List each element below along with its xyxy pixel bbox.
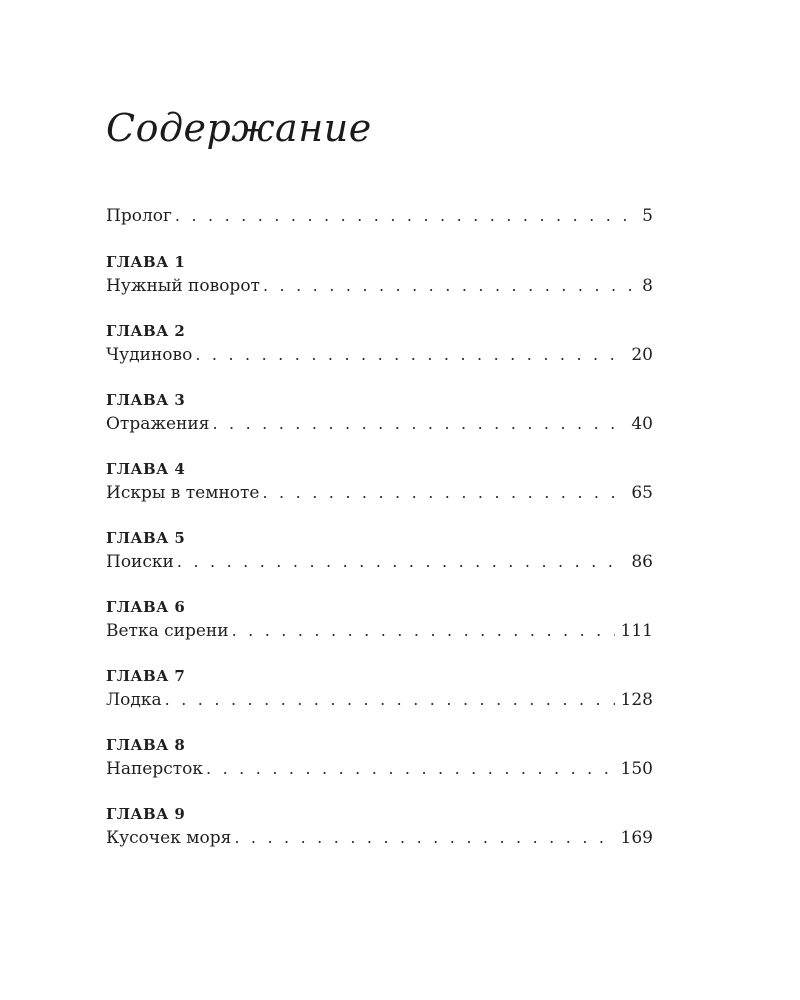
toc-page bbox=[106, 0, 653, 1000]
dot-leader bbox=[177, 550, 625, 574]
entry-title: Нужный поворот bbox=[106, 276, 260, 296]
toc-entry-chapter-1 bbox=[106, 250, 653, 319]
table-of-contents bbox=[106, 204, 653, 871]
page-number: 40 bbox=[631, 414, 653, 434]
toc-entry-prologue bbox=[106, 204, 653, 250]
chapter-label: ГЛАВА 8 bbox=[106, 736, 186, 754]
dot-leader bbox=[175, 204, 636, 228]
chapter-label: ГЛАВА 1 bbox=[106, 253, 186, 271]
toc-link-chapter-3[interactable] bbox=[106, 412, 653, 436]
toc-link-chapter-1[interactable] bbox=[106, 274, 653, 298]
toc-entry-chapter-3 bbox=[106, 388, 653, 457]
entry-title: Поиски bbox=[106, 552, 174, 572]
dot-leader bbox=[165, 688, 615, 712]
chapter-label: ГЛАВА 2 bbox=[106, 322, 186, 340]
entry-title: Искры в темноте bbox=[106, 483, 260, 503]
toc-entry-chapter-7 bbox=[106, 664, 653, 733]
chapter-label: ГЛАВА 3 bbox=[106, 391, 186, 409]
toc-link-chapter-8[interactable] bbox=[106, 757, 653, 781]
toc-entry-chapter-6 bbox=[106, 595, 653, 664]
page-number: 86 bbox=[631, 552, 653, 572]
toc-link-chapter-4[interactable] bbox=[106, 481, 653, 505]
toc-entry-chapter-5 bbox=[106, 526, 653, 595]
entry-title: Наперсток bbox=[106, 759, 204, 779]
chapter-label: ГЛАВА 4 bbox=[106, 460, 186, 478]
toc-link-chapter-7[interactable] bbox=[106, 688, 653, 712]
toc-link-chapter-2[interactable] bbox=[106, 343, 653, 367]
toc-link-chapter-9[interactable] bbox=[106, 826, 653, 850]
toc-entry-chapter-9 bbox=[106, 802, 653, 871]
page-number: 20 bbox=[631, 345, 653, 365]
toc-entry-chapter-4 bbox=[106, 457, 653, 526]
page-number: 5 bbox=[642, 206, 653, 226]
chapter-label: ГЛАВА 5 bbox=[106, 529, 186, 547]
chapter-label: ГЛАВА 6 bbox=[106, 598, 186, 616]
entry-title: Пролог bbox=[106, 206, 172, 226]
page-number: 65 bbox=[631, 483, 653, 503]
chapter-label: ГЛАВА 7 bbox=[106, 667, 186, 685]
page-number: 111 bbox=[620, 621, 653, 641]
toc-link-chapter-5[interactable] bbox=[106, 550, 653, 574]
chapter-label: ГЛАВА 9 bbox=[106, 805, 186, 823]
dot-leader bbox=[262, 481, 625, 505]
page-title: Содержание bbox=[106, 106, 372, 150]
toc-entry-chapter-8 bbox=[106, 733, 653, 802]
entry-title: Ветка сирени bbox=[106, 621, 229, 641]
toc-entry-chapter-2 bbox=[106, 319, 653, 388]
page-number: 8 bbox=[642, 276, 653, 296]
dot-leader bbox=[212, 412, 625, 436]
page-number: 150 bbox=[620, 759, 653, 779]
toc-link-chapter-6[interactable] bbox=[106, 619, 653, 643]
page-number: 128 bbox=[620, 690, 653, 710]
entry-title: Отражения bbox=[106, 414, 210, 434]
entry-title: Лодка bbox=[106, 690, 162, 710]
page-number: 169 bbox=[620, 828, 653, 848]
dot-leader bbox=[234, 826, 614, 850]
toc-link-prologue[interactable] bbox=[106, 204, 653, 228]
dot-leader bbox=[195, 343, 625, 367]
dot-leader bbox=[206, 757, 615, 781]
entry-title: Кусочек моря bbox=[106, 828, 232, 848]
entry-title: Чудиново bbox=[106, 345, 193, 365]
dot-leader bbox=[232, 619, 615, 643]
dot-leader bbox=[263, 274, 636, 298]
